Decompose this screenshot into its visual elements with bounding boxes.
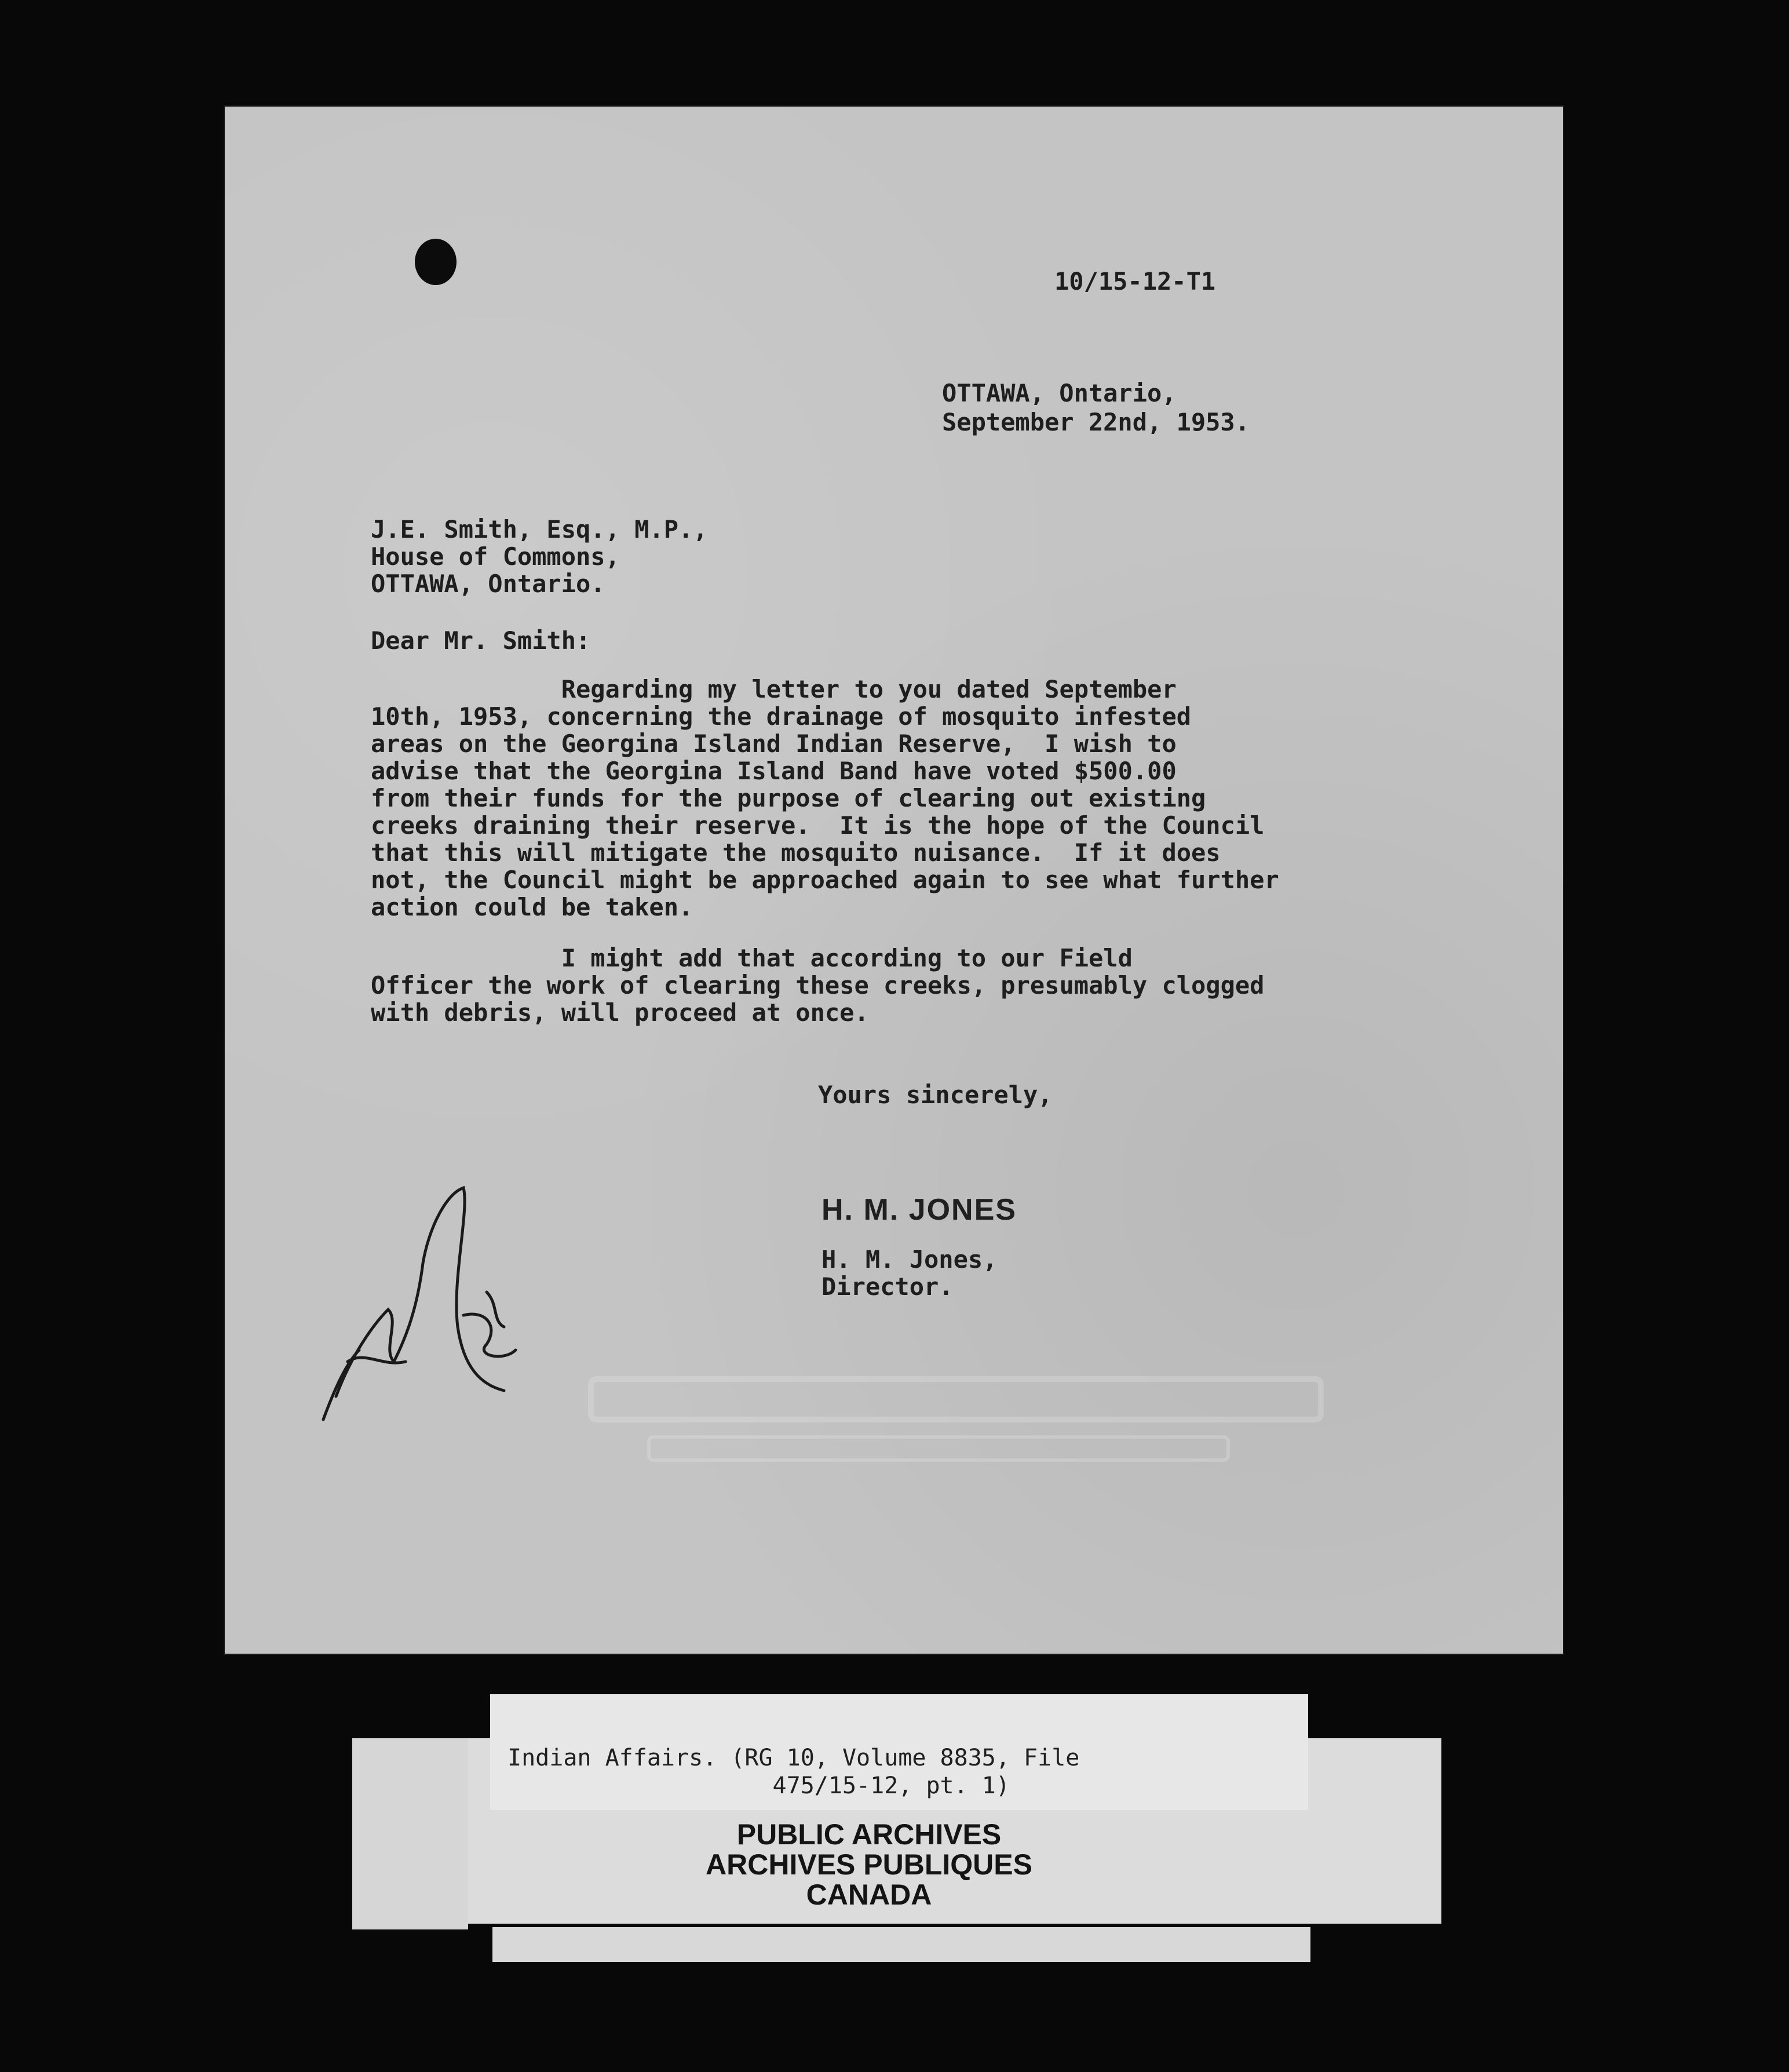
archives-stamp: [649, 1819, 1089, 1910]
archives-stamp-line: CANADA: [806, 1878, 932, 1911]
stamped-name: H. M. JONES: [822, 1193, 1017, 1227]
text-line: with debris, will proceed at once.: [371, 998, 869, 1027]
place-date-block: [942, 379, 1250, 437]
text-line: areas on the Georgina Island Indian Reserve, I wish to: [371, 729, 1177, 758]
citation-line: Indian Affairs. (RG 10, Volume 8835, File: [508, 1745, 1080, 1771]
archives-stamp-line: ARCHIVES PUBLIQUES: [706, 1848, 1032, 1881]
recipient-line: J.E. Smith, Esq., M.P.,: [371, 515, 708, 543]
body-paragraph-1: [371, 676, 1279, 921]
file-reference: 10/15-12-T1: [1054, 267, 1216, 296]
citation-line: 475/15-12, pt. 1): [508, 1772, 1010, 1799]
recipient-address: [371, 516, 708, 597]
text-line: creeks draining their reserve. It is the hope of the Council: [371, 811, 1265, 840]
recipient-line: OTTAWA, Ontario.: [371, 570, 605, 598]
closing: Yours sincerely,: [818, 1081, 1053, 1109]
letter-date: September 22nd, 1953.: [942, 408, 1250, 436]
signer-title: Director.: [822, 1272, 954, 1301]
archives-stamp-line: PUBLIC ARCHIVES: [736, 1818, 1002, 1851]
text-line: Regarding my letter to you dated September: [371, 675, 1177, 703]
salutation: Dear Mr. Smith:: [371, 626, 591, 655]
archive-citation: [508, 1744, 1079, 1800]
punch-hole: [415, 239, 457, 285]
text-line: not, the Council might be approached again to see what further: [371, 866, 1279, 894]
text-line: from their funds for the purpose of clearing out existing: [371, 784, 1206, 812]
recipient-line: House of Commons,: [371, 542, 620, 571]
text-line: I might add that according to our Field: [371, 944, 1133, 972]
archive-label-strip: [492, 1927, 1310, 1962]
text-line: advise that the Georgina Island Band have voted $500.00: [371, 757, 1177, 785]
text-line: 10th, 1953, concerning the drainage of mosquito infested: [371, 702, 1192, 731]
text-line: action could be taken.: [371, 893, 693, 921]
place: OTTAWA, Ontario,: [942, 379, 1177, 407]
signer-name: H. M. Jones,: [822, 1245, 998, 1274]
signature-block: [822, 1246, 997, 1300]
body-paragraph-2: [371, 944, 1264, 1026]
handwritten-signature: [313, 1176, 556, 1431]
text-line: that this will mitigate the mosquito nuisance. If it does: [371, 838, 1221, 867]
text-line: Officer the work of clearing these creeks, presumably clogged: [371, 971, 1265, 999]
faded-letterhead-bleedthrough: [579, 1367, 1332, 1483]
archive-label-tab: [352, 1738, 468, 1929]
